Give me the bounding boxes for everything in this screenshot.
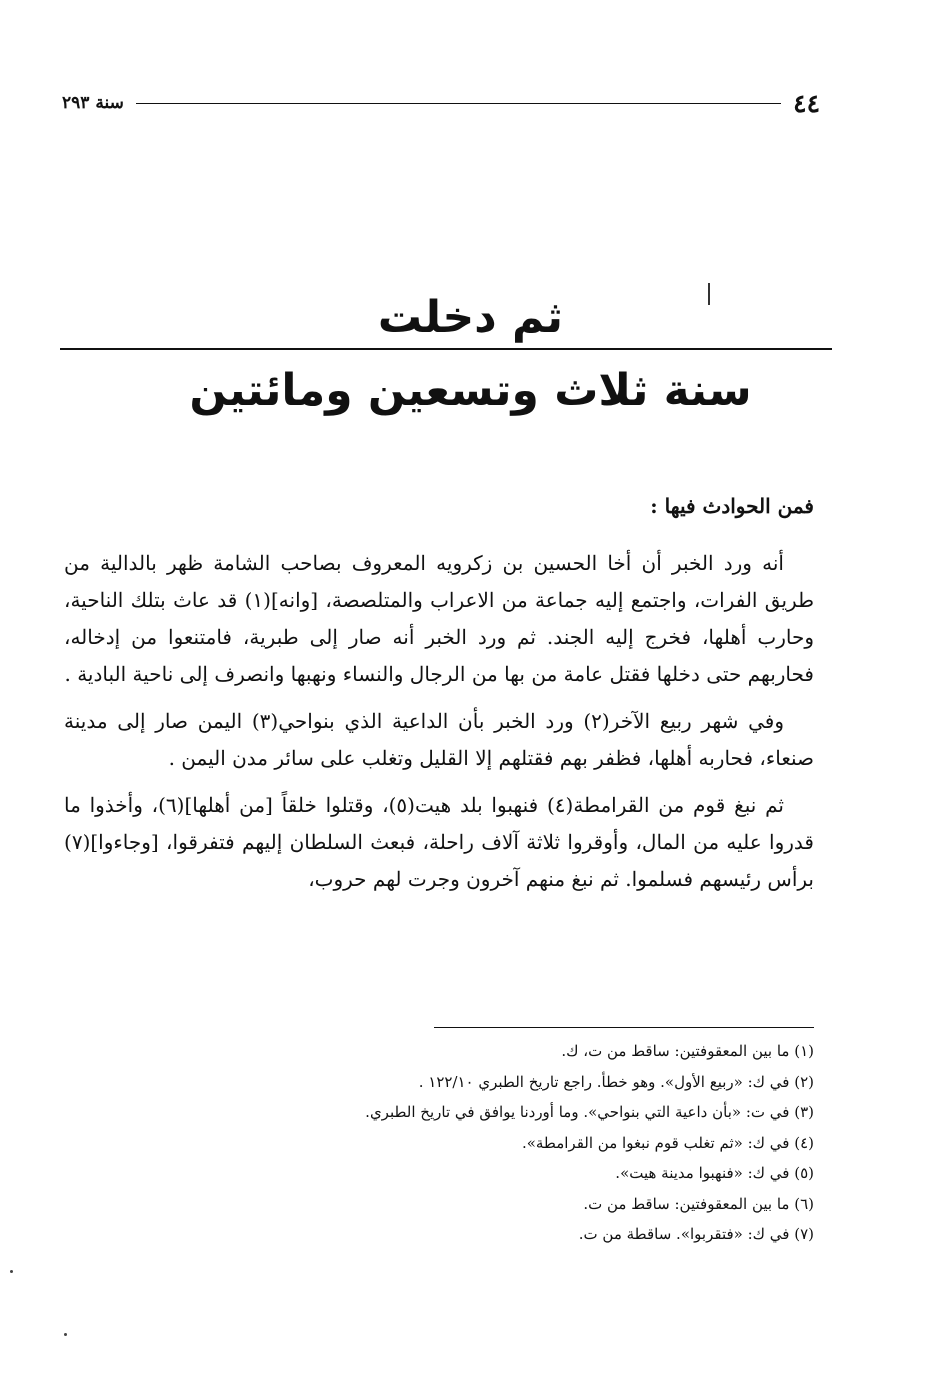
footnote-rule — [434, 1027, 814, 1028]
body-text — [64, 545, 814, 908]
footnotes — [214, 1036, 814, 1250]
footnote: (٧) في ك: «فتقربوا». ساقطة من ت. — [578, 1225, 814, 1243]
footnote: (١) ما بين المعقوفتين: ساقط من ت، ك. — [561, 1042, 814, 1060]
title-rule — [60, 348, 832, 350]
paragraph: ثم نبغ قوم من القرامطة(٤) فنهبوا بلد هيت(٥)، وقتلوا خلقاً [من أهلها](٦)، وأخذوا ما قدروا عليه من المال، وأوقروا ثلاثة آلاف راحلة، فبعث السلطان إليهم فتفرقوا، [وجاءوا](٧) برأس رئيسهم فسلموا. ثم نبغ منهم آخرون وجرت لهم حروب، — [64, 793, 814, 891]
running-year-label: سنة ٢٩٣ — [62, 93, 124, 113]
page-number: ٤٤ — [793, 88, 820, 118]
events-subheading: فمن الحوادث فيها : — [650, 494, 814, 518]
paragraph: وفي شهر ربيع الآخر(٢) ورد الخبر بأن الداعية الذي بنواحي(٣) اليمن صار إلى مدينة صنعاء، فحاربه أهلها، فظفر بهم فقتلهم إلا القليل وتغلب على سائر مدن اليمن . — [64, 709, 814, 770]
header-rule — [136, 103, 781, 104]
footnote: (٦) ما بين المعقوفتين: ساقط من ت. — [583, 1194, 814, 1213]
footnote: (٢) في ك: «ربيع الأول». وهو خطأ. راجع تاريخ الطبري ١٢٢/١٠ . — [418, 1072, 814, 1091]
chapter-title-line1: ثم دخلت — [377, 292, 564, 343]
scan-speck — [64, 1333, 67, 1336]
footnote: (٤) في ك: «ثم تغلب قوم نبغوا من القرامطة». — [521, 1133, 814, 1152]
running-header — [62, 88, 820, 118]
paragraph: أنه ورد الخبر أن أخا الحسين بن زكرويه المعروف بصاحب الشامة ظهر بالدالية من طريق الفرات، واجتمع إليه جماعة من الاعراب والمتلصصة، [وانه](١) قد عاث بتلك الناحية، وحارب أهلها، فخرج إليه الجند. ثم ورد الخبر أنه صار إلى طبرية، فامتنعوا من إدخاله، فحاربهم حتى دخلها فقتل عامة من بها من الرجال والنساء ونهبها وانصرف إلى ناحية البادية . — [64, 551, 814, 686]
chapter-title-line2: سنة ثلاث وتسعين ومائتين — [189, 365, 752, 416]
footnote: (٣) في ت: «بأن داعية التي بنواحي». وما أوردنا يوافق في تاريخ الطبري. — [365, 1103, 814, 1121]
scan-speck — [10, 1270, 13, 1273]
footnote: (٥) في ك: «فنهبوا مدينة هيت». — [615, 1164, 814, 1182]
